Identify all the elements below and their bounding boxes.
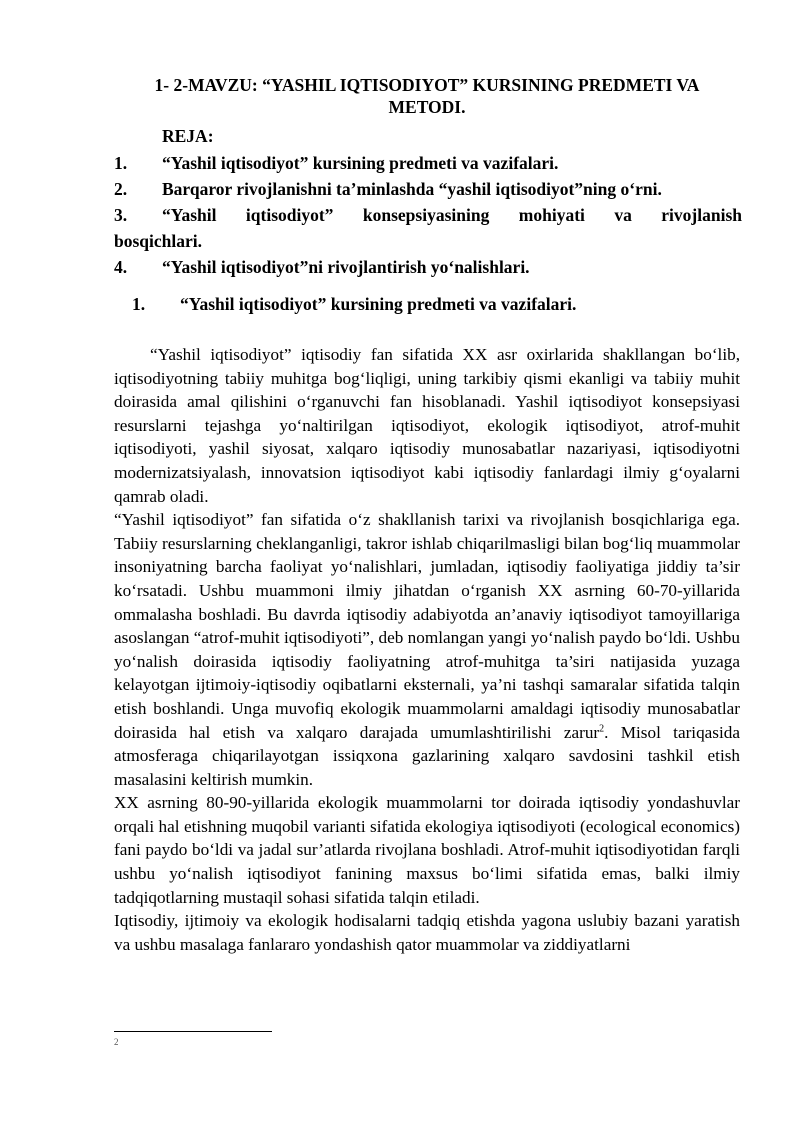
footnote-reference[interactable]: 2 <box>599 722 605 734</box>
section-number: 1. <box>132 294 146 314</box>
title-line-2: METODI. <box>388 97 466 117</box>
paragraph-3: XX asrning 80-90-yillarida ekologik muammolarni tor doirada iqtisodiy yondashuvlar orqali hal etishning muqobil varianti sifatida ekologiya iqtisodiyoti (ecological economics) fani paydo bo‘ldi va jadal sur’atlarda rivojlana boshladi. Atrof-muhit iqtisodiyotidan farqli ushbu yo‘nalish iqtisodiyot fanining maxsus bo‘limi sifatida emas, balki ilmiy tadqiqotlarning mustaqil sohasi sifatida talqin etiladi. <box>114 793 740 907</box>
plan-item-text: “Yashil iqtisodiyot”ni rivojlantirish yo‘nalishlari. <box>162 257 530 277</box>
plan-item-text: Barqaror rivojlanishni ta’minlashda “yashil iqtisodiyot”ning o‘rni. <box>162 179 662 199</box>
footnote-mark: 2 <box>114 1037 119 1047</box>
body-text <box>114 343 740 956</box>
plan-item-number: 1. <box>114 153 128 173</box>
plan-item-text: “Yashil iqtisodiyot” konsepsiyasining mohiyati va rivojlanish <box>162 205 742 225</box>
title-line-1: 1- 2-MAVZU: “YASHIL IQTISODIYOT” KURSINING PREDMETI VA <box>154 75 700 95</box>
plan-item-4 <box>114 254 742 280</box>
paragraph-4: Iqtisodiy, ijtimoiy va ekologik hodisalarni tadqiq etishda yagona uslubiy bazani yaratish va ushbu masalaga fanlararo yondashish qator muammolar va ziddiyatlarni <box>114 911 740 954</box>
plan-item-number: 3. <box>114 205 128 225</box>
paragraph-2-tail: . Misol tariqasida atmosferaga chiqarilayotgan issiqxona gazlarining xalqaro savdosini tashkil etish masalasini keltirish mumkin. <box>114 722 740 789</box>
plan-item-1 <box>114 150 742 176</box>
plan-heading: REJA: <box>162 126 214 146</box>
paragraph-2-text: “Yashil iqtisodiyot” fan sifatida o‘z shakllanish tarixi va rivojlanish bosqichlariga ega. Tabiiy resurslarning cheklanganligi, takror ishlab chiqarilmasligi bilan bog‘liq muammolar insoniyatning barcha faoliyat yo‘nalishlari, jumladan, iqtisodiy faoliyatiga jiddiy ta’sir ko‘rsatadi. Ushbu muammoni ilmiy jihatdan o‘rganish XX asrning 60-70-yillarida ommalasha boshladi. Bu davrda iqtisodiy adabiyotda an’anaviy iqtisodiyot tamoyillariga asoslangan “atrof-muhit iqtisodiyoti”, deb nomlangan yangi yo‘nalish paydo bo‘ldi. Ushbu yo‘nalish doirasida iqtisodiy faoliyatning atrof-muhitga ta’siri natijasida yuzaga kelayotgan ijtimoiy-iqtisodiy oqibatlarni eksternali, ya’ni tashqi samaralar sifatida talqin etish boshlandi. Unga muvofiq ekologik muammolarni amaldagi iqtisodiy munosabatlar doirasida hal etish va xalqaro darajada umumlashtirilishi zarur <box>114 510 740 742</box>
plan-item-2 <box>114 176 742 202</box>
paragraph-1: “Yashil iqtisodiyot” iqtisodiy fan sifatida XX asr oxirlarida shakllangan bo‘lib, iqtisodiyotning tabiiy muhitga bog‘liqligi, uning tarkibiy qismi ekanligi va tabiiy muhit doirasida amal qilishini o‘rganuvchi fan hisoblanadi. Yashil iqtisodiyot konsepsiyasi resurslarni tejashga yo‘naltirilgan iqtisodiyot, ekologik iqtisodiyot, atrof-muhit iqtisodiyoti, yashil siyosat, xalqaro iqtisodiy munosabatlar nazariyasi, iqtisodiyotni modernizatsiyalash, innovatsion iqtisodiyot kabi iqtisodiy fanlardagi ilmiy g‘oyalarni qamrab oladi. <box>114 345 740 506</box>
plan-item-text: “Yashil iqtisodiyot” kursining predmeti va vazifalari. <box>162 153 559 173</box>
plan-item-text-continuation: bosqichlari. <box>114 231 203 251</box>
paragraph-2 <box>114 508 740 791</box>
plan-item-3 <box>114 202 742 254</box>
footnote-separator <box>114 1031 272 1032</box>
plan-item-number: 4. <box>114 257 128 277</box>
page-title <box>114 74 740 118</box>
section-title: “Yashil iqtisodiyot” kursining predmeti va vazifalari. <box>180 294 577 314</box>
plan-item-number: 2. <box>114 179 128 199</box>
